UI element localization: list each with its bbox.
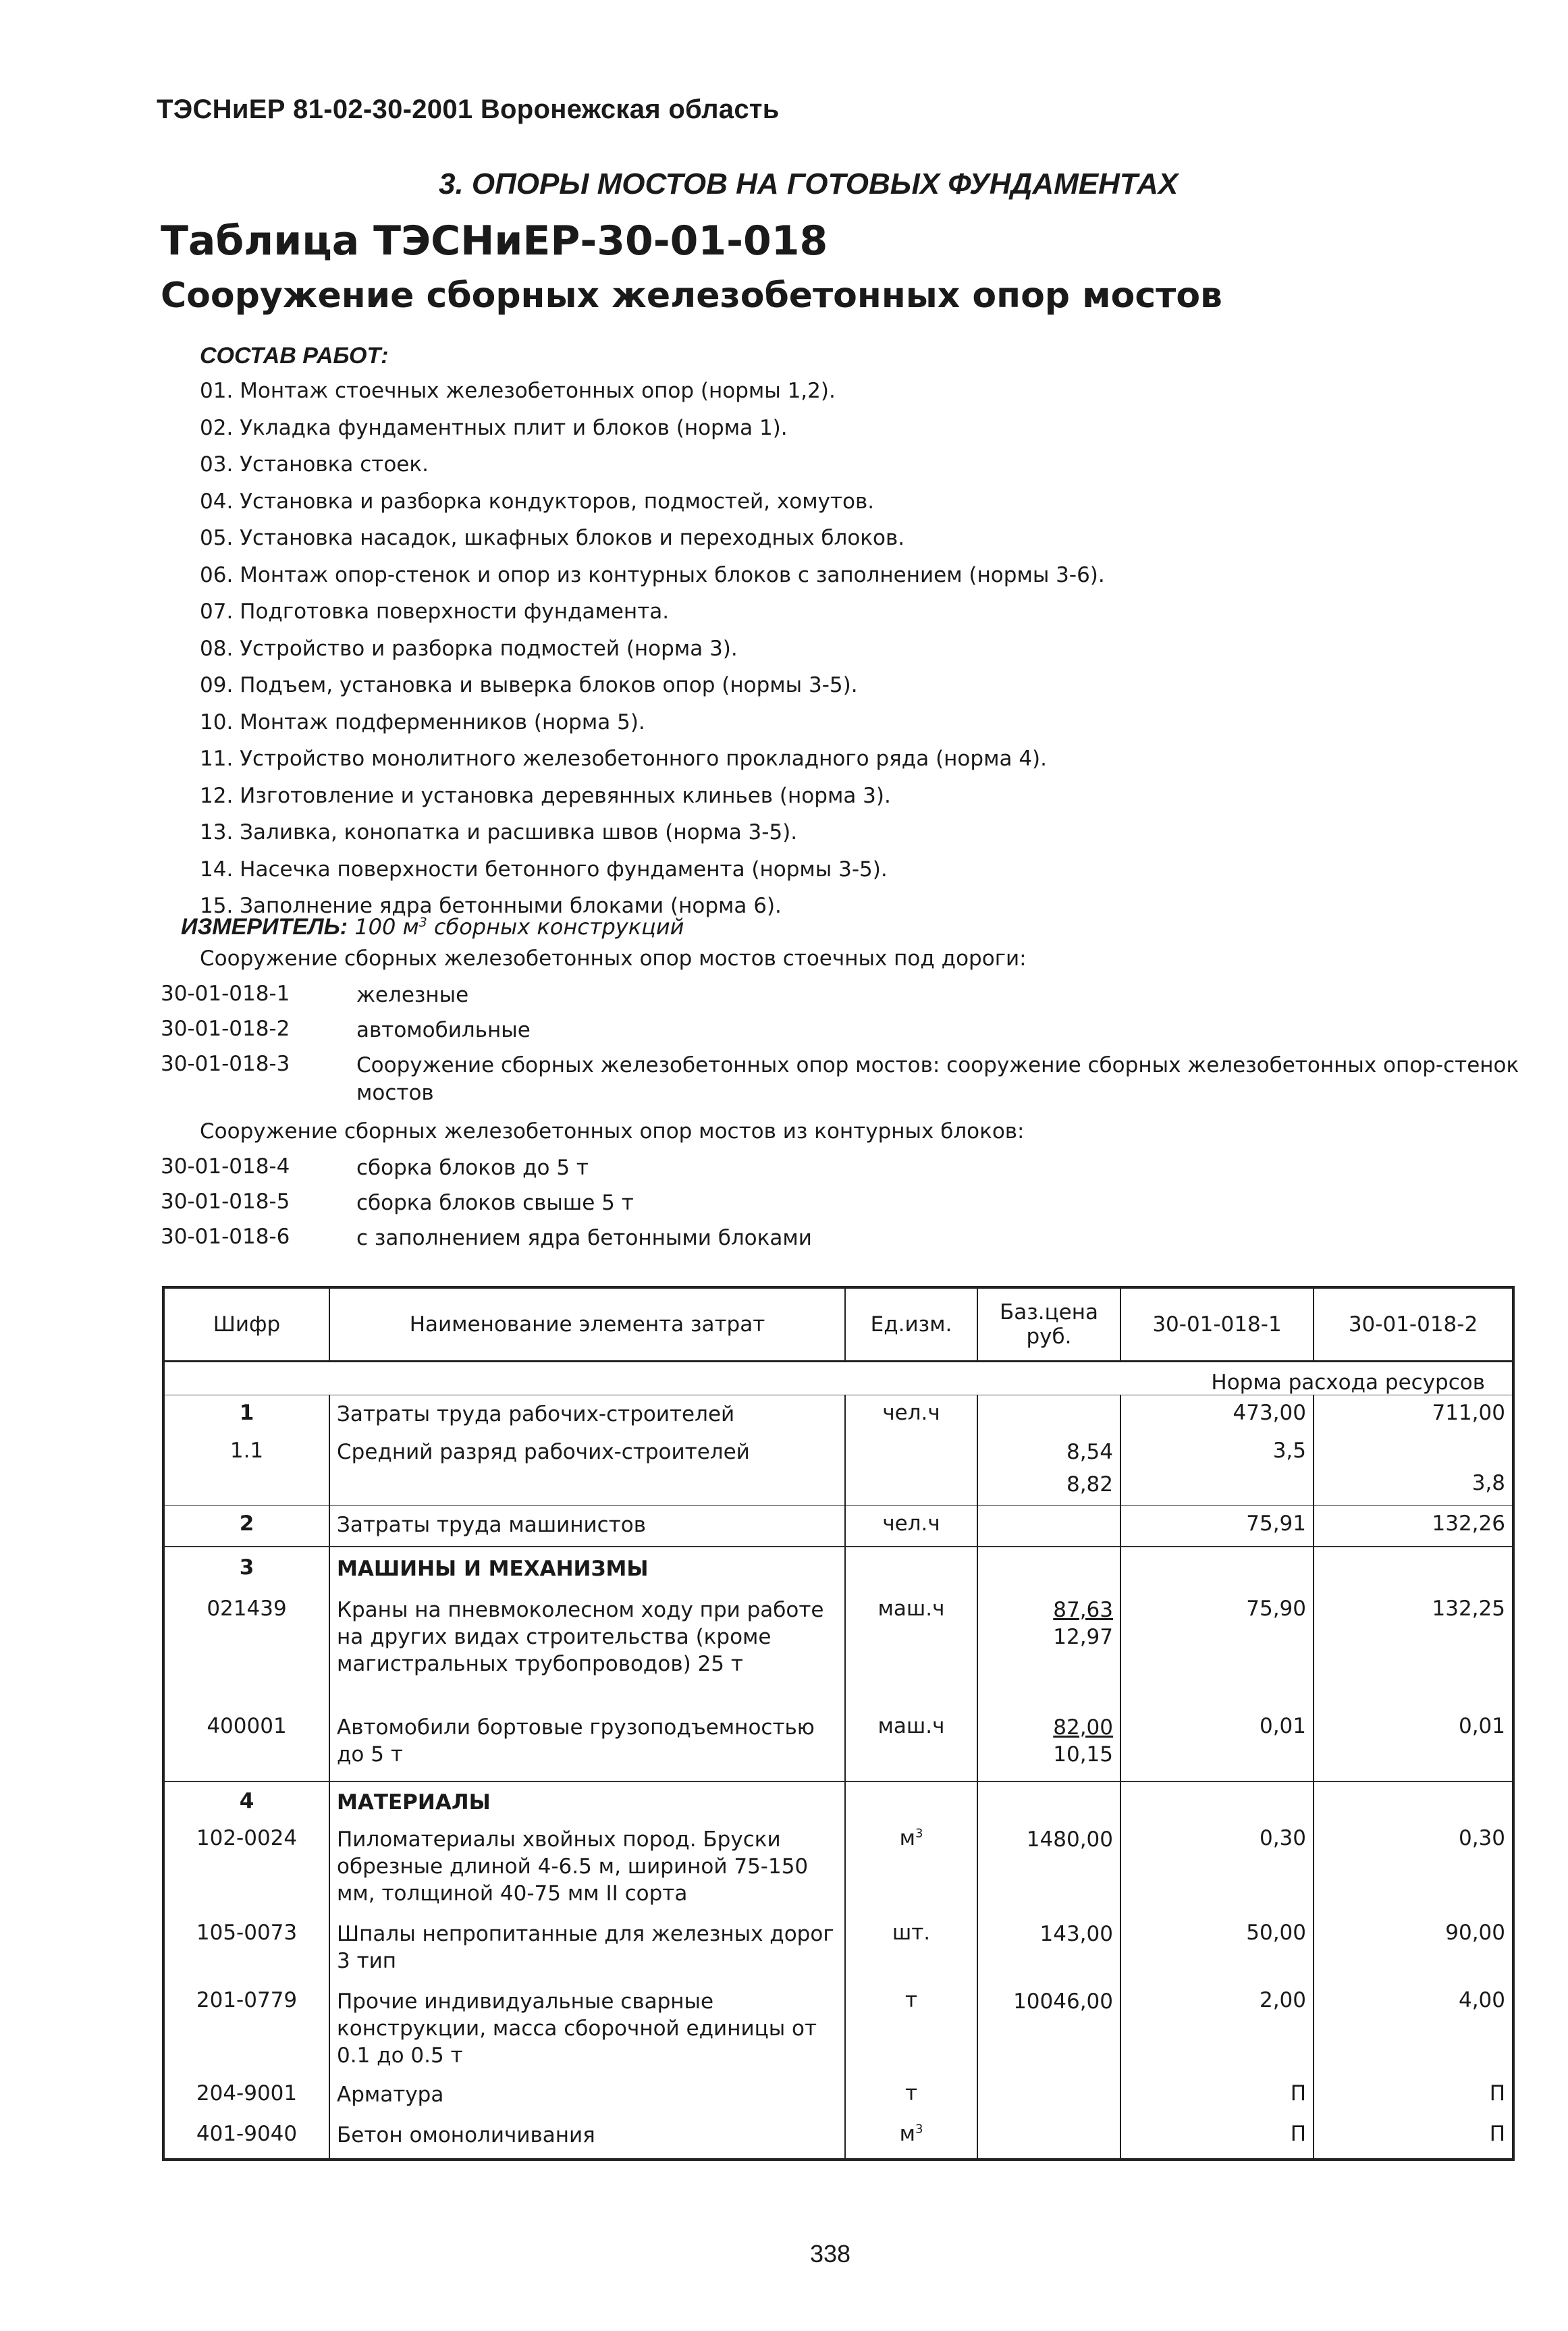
work-item: 01. Монтаж стоечных железобетонных опор (нормы 1,2).	[200, 379, 836, 403]
row-code: 021439	[207, 1596, 287, 1621]
row-value-2: 90,00	[1314, 1917, 1513, 1984]
row-unit	[845, 2118, 977, 2160]
price-secondary: 12,97	[1053, 1624, 1113, 1649]
row-price: 8,82	[977, 1471, 1120, 1506]
row-value-2: П	[1314, 2077, 1513, 2118]
table-row	[163, 1547, 1513, 1590]
row-unit: т	[845, 2077, 977, 2118]
row-unit: маш.ч	[845, 1711, 977, 1781]
price-underlined: 82,00	[1053, 1715, 1113, 1740]
row-name: Прочие индивидуальные сварные конструкции, масса сборочной единицы от 0.1 до 0.5 т	[329, 1984, 845, 2077]
row-value-2: 4,00	[1314, 1984, 1513, 2077]
row-unit	[845, 1471, 977, 1506]
row-code: 1.1	[229, 1438, 264, 1463]
row-price: 1480,00	[977, 1822, 1120, 1917]
row-value-1	[1120, 1547, 1314, 1590]
variant-code: 30-01-018-5	[161, 1189, 290, 1214]
work-item: 05. Установка насадок, шкафных блоков и переходных блоков.	[200, 526, 905, 550]
header-price: Баз.цена руб.	[977, 1287, 1120, 1362]
row-code: 105-0073	[196, 1920, 298, 1945]
row-code: 2	[163, 1506, 329, 1547]
measurement-label: ИЗМЕРИТЕЛЬ:	[181, 914, 348, 940]
row-value-1: 473,00	[1120, 1395, 1314, 1435]
row-unit	[845, 1781, 977, 1822]
work-composition-heading: СОСТАВ РАБОТ:	[200, 343, 389, 369]
table-row	[163, 1711, 1513, 1781]
row-name	[329, 1471, 845, 1506]
row-value-2: 132,26	[1314, 1506, 1513, 1547]
unit-superscript: 3	[915, 1826, 923, 1841]
group-title: Сооружение сборных железобетонных опор мостов стоечных под дороги:	[200, 946, 1027, 971]
variant-code: 30-01-018-2	[161, 1017, 290, 1041]
unit-text: м	[899, 2121, 915, 2146]
row-name: Затраты труда машинистов	[329, 1506, 845, 1547]
row-value-1: 2,00	[1120, 1984, 1314, 2077]
row-unit: чел.ч	[845, 1395, 977, 1435]
header-unit: Ед.изм.	[845, 1287, 977, 1362]
price-underlined: 87,63	[1053, 1597, 1113, 1622]
variant-name: Сооружение сборных железобетонных опор мостов: сооружение сборных железобетонных опор-стенок мостов	[356, 1053, 1519, 1105]
document-header: ТЭСНиЕР 81-02-30-2001 Воронежская область	[157, 95, 780, 124]
norm-label-row	[163, 1362, 1513, 1395]
work-item: 03. Установка стоек.	[200, 452, 429, 477]
row-name: МАТЕРИАЛЫ	[329, 1781, 845, 1822]
row-name: Краны на пневмоколесном ходу при работе на других видах строительства (кроме магистральных трубопроводов) 25 т	[329, 1590, 845, 1711]
row-unit	[845, 1435, 977, 1471]
row-unit: шт.	[845, 1917, 977, 1984]
row-value-1: П	[1120, 2077, 1314, 2118]
row-code: 204-9001	[196, 2081, 298, 2106]
table-row	[163, 1471, 1513, 1506]
table-row	[163, 1917, 1513, 1984]
header-variant-1: 30-01-018-1	[1120, 1287, 1314, 1362]
table-row	[163, 1435, 1513, 1471]
work-item: 13. Заливка, конопатка и расшивка швов (норма 3-5).	[200, 820, 798, 845]
variant-name: сборка блоков до 5 т	[356, 1156, 589, 1180]
price-secondary: 10,15	[1053, 1742, 1113, 1767]
norm-label: Норма расхода ресурсов	[163, 1362, 1513, 1395]
variant-name: автомобильные	[356, 1018, 531, 1042]
variant-name: железные	[356, 983, 469, 1007]
work-item: 10. Монтаж подферменников (норма 5).	[200, 709, 645, 734]
row-price: 10046,00	[977, 1984, 1120, 2077]
row-value-1	[1120, 1471, 1314, 1506]
row-value-2: 3,8	[1314, 1471, 1513, 1506]
row-price	[977, 2077, 1120, 2118]
table-row	[163, 1781, 1513, 1822]
header-name: Наименование элемента затрат	[329, 1287, 845, 1362]
resource-table	[162, 1286, 1515, 2161]
row-price: 143,00	[977, 1917, 1120, 1984]
variant-name: сборка блоков свыше 5 т	[356, 1191, 634, 1215]
work-item: 07. Подготовка поверхности фундамента.	[200, 599, 670, 624]
variant-code: 30-01-018-6	[161, 1225, 290, 1249]
row-value-2	[1314, 1547, 1513, 1590]
row-code: 1	[239, 1401, 254, 1425]
row-code: 201-0779	[196, 1987, 298, 2012]
table-header-row	[163, 1287, 1513, 1362]
row-unit	[845, 1822, 977, 1917]
row-value-2: 132,25	[1314, 1590, 1513, 1711]
row-value-1: 75,90	[1120, 1590, 1314, 1711]
row-value-1: 3,5	[1120, 1435, 1314, 1471]
row-unit: чел.ч	[845, 1506, 977, 1547]
row-value-2: 0,30	[1314, 1822, 1513, 1917]
row-value-2: П	[1314, 2118, 1513, 2160]
unit-superscript: 3	[915, 2122, 923, 2137]
section-title: 3. ОПОРЫ МОСТОВ НА ГОТОВЫХ ФУНДАМЕНТАХ	[439, 167, 1179, 200]
row-value-2: 711,00	[1314, 1395, 1513, 1435]
row-name: Пиломатериалы хвойных пород. Бруски обрезные длиной 4-6.5 м, шириной 75-150 мм, толщиной 40-75 мм II сорта	[329, 1822, 845, 1917]
row-code: 3	[163, 1547, 329, 1590]
variant-name: с заполнением ядра бетонными блоками	[356, 1226, 812, 1250]
table-row	[163, 2118, 1513, 2160]
row-value-1: 0,30	[1120, 1822, 1314, 1917]
variant-code: 30-01-018-1	[161, 982, 290, 1006]
measurement-unit	[181, 914, 684, 940]
work-item: 12. Изготовление и установка деревянных клиньев (норма 3).	[200, 783, 891, 808]
row-code: 4	[163, 1781, 329, 1822]
row-price	[977, 1506, 1120, 1547]
measurement-value: 100 м	[354, 914, 419, 940]
variant-code: 30-01-018-4	[161, 1154, 290, 1179]
row-name: Автомобили бортовые грузоподъемностью до 5 т	[329, 1711, 845, 1781]
table-row	[163, 2077, 1513, 2118]
unit-text: м	[899, 1825, 915, 1850]
row-value-1: П	[1120, 2118, 1314, 2160]
table-row	[163, 1395, 1513, 1435]
row-value-2: 0,01	[1314, 1711, 1513, 1781]
table-row	[163, 1590, 1513, 1711]
table-subtitle: Сооружение сборных железобетонных опор мостов	[161, 275, 1222, 316]
table-row	[163, 1506, 1513, 1547]
measurement-description: сборных конструкций	[433, 914, 684, 940]
row-code	[163, 1471, 329, 1506]
measurement-superscript: 3	[418, 915, 427, 930]
row-price	[977, 2118, 1120, 2160]
table-title: Таблица ТЭСНиЕР-30-01-018	[161, 217, 828, 265]
row-price: 8,54	[977, 1435, 1120, 1471]
row-value-1: 0,01	[1120, 1711, 1314, 1781]
table-row	[163, 1822, 1513, 1917]
header-code: Шифр	[163, 1287, 329, 1362]
row-code: 401-9040	[196, 2121, 298, 2146]
row-name: МАШИНЫ И МЕХАНИЗМЫ	[329, 1547, 845, 1590]
work-item: 14. Насечка поверхности бетонного фундамента (нормы 3-5).	[200, 857, 888, 882]
header-variant-2: 30-01-018-2	[1314, 1287, 1513, 1362]
row-value-1	[1120, 1781, 1314, 1822]
row-name: Шпалы непропитанные для железных дорог 3 тип	[329, 1917, 845, 1984]
page-number: 338	[810, 2240, 851, 2268]
row-price	[977, 1547, 1120, 1590]
row-name: Бетон омоноличивания	[329, 2118, 845, 2160]
row-value-2	[1314, 1781, 1513, 1822]
row-name: Арматура	[329, 2077, 845, 2118]
row-price	[977, 1395, 1120, 1435]
row-value-1: 75,91	[1120, 1506, 1314, 1547]
row-unit	[845, 1547, 977, 1590]
row-name: Затраты труда рабочих-строителей	[329, 1395, 845, 1435]
row-price	[977, 1711, 1120, 1781]
work-composition-list	[200, 373, 1105, 925]
work-item: 11. Устройство монолитного железобетонного прокладного ряда (норма 4).	[200, 747, 1047, 771]
row-value-2	[1314, 1435, 1513, 1471]
table-row	[163, 1984, 1513, 2077]
work-item: 08. Устройство и разборка подмостей (норма 3).	[200, 636, 738, 661]
work-item: 09. Подъем, установка и выверка блоков опор (нормы 3-5).	[200, 673, 858, 697]
row-price	[977, 1781, 1120, 1822]
row-unit: т	[845, 1984, 977, 2077]
row-unit: маш.ч	[845, 1590, 977, 1711]
group-title: Сооружение сборных железобетонных опор мостов из контурных блоков:	[200, 1119, 1025, 1144]
row-code: 102-0024	[196, 1825, 298, 1850]
row-name: Средний разряд рабочих-строителей	[329, 1435, 845, 1471]
row-code: 400001	[207, 1713, 287, 1738]
row-price	[977, 1590, 1120, 1711]
row-value-1: 50,00	[1120, 1917, 1314, 1984]
variant-code: 30-01-018-3	[161, 1052, 290, 1076]
work-item: 15. Заполнение ядра бетонными блоками (норма 6).	[200, 894, 782, 918]
work-item: 02. Укладка фундаментных плит и блоков (норма 1).	[200, 415, 788, 440]
work-item: 04. Установка и разборка кондукторов, подмостей, хомутов.	[200, 489, 875, 514]
work-item: 06. Монтаж опор-стенок и опор из контурных блоков с заполнением (нормы 3-6).	[200, 562, 1105, 587]
